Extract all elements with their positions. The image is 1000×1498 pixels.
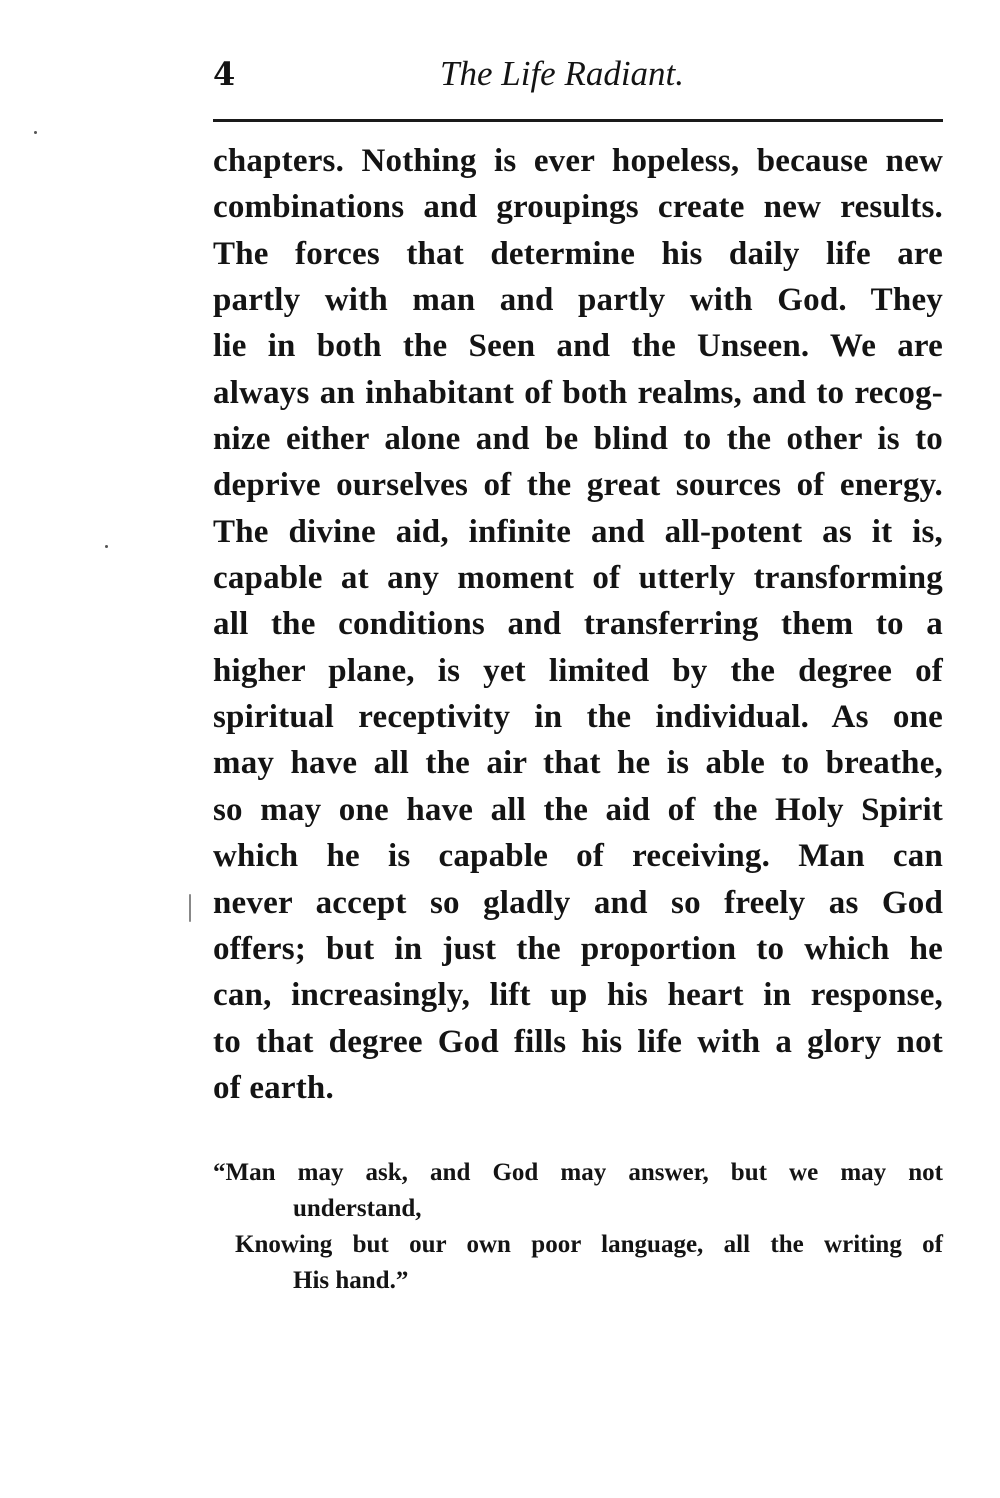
quote-line: “Man may ask, and God may answer, but we may not [213, 1159, 943, 1186]
text-line: spiritual receptivity in the individual. As one [213, 699, 943, 736]
quote-line: Knowing but our own poor language, all the writing of [235, 1231, 943, 1258]
text-line: nize either alone and be blind to the other is to [213, 421, 943, 458]
text-line: partly with man and partly with God. They [213, 282, 943, 319]
text-line: never accept so gladly and so freely as God [213, 884, 943, 921]
margin-speck [105, 545, 108, 548]
text-line: lie in both the Seen and the Unseen. We are [213, 328, 943, 365]
text-line: which he is capable of receiving. Man can [213, 838, 943, 875]
text-line: capable at any moment of utterly transforming [213, 560, 943, 597]
quote-line-continuation: His hand.” [293, 1267, 409, 1294]
text-line: deprive ourselves of the great sources of energy. [213, 467, 943, 504]
text-line: chapters. Nothing is ever hopeless, because new [213, 143, 943, 179]
page-number: 4 [213, 55, 236, 93]
verse-quotation [213, 1155, 943, 1299]
margin-speck [34, 131, 37, 134]
text-line: higher plane, is yet limited by the degree of [213, 652, 943, 689]
text-line: to that degree God fills his life with a glory not [213, 1023, 943, 1060]
text-line: can, increasingly, lift up his heart in response, [213, 977, 943, 1014]
text-line: The divine aid, infinite and all-potent as it is, [213, 513, 943, 550]
text-line: all the conditions and transferring them to a [213, 606, 943, 643]
text-line: of earth. [213, 1069, 334, 1106]
page-header [213, 52, 943, 102]
text-line: combinations and groupings create new results. [213, 189, 943, 226]
text-line: so may one have all the aid of the Holy Spirit [213, 791, 943, 828]
text-line: The forces that determine his daily life are [213, 235, 943, 272]
margin-speck [189, 894, 191, 922]
text-line: offers; but in just the proportion to which he [213, 930, 943, 967]
quote-line-continuation: understand, [293, 1195, 422, 1222]
body-paragraph [213, 138, 943, 1111]
text-line: always an inhabitant of both realms, and to recog- [213, 374, 943, 411]
running-title: The Life Radiant. [440, 54, 685, 93]
text-line: may have all the air that he is able to breathe, [213, 745, 943, 782]
header-rule [213, 119, 943, 122]
